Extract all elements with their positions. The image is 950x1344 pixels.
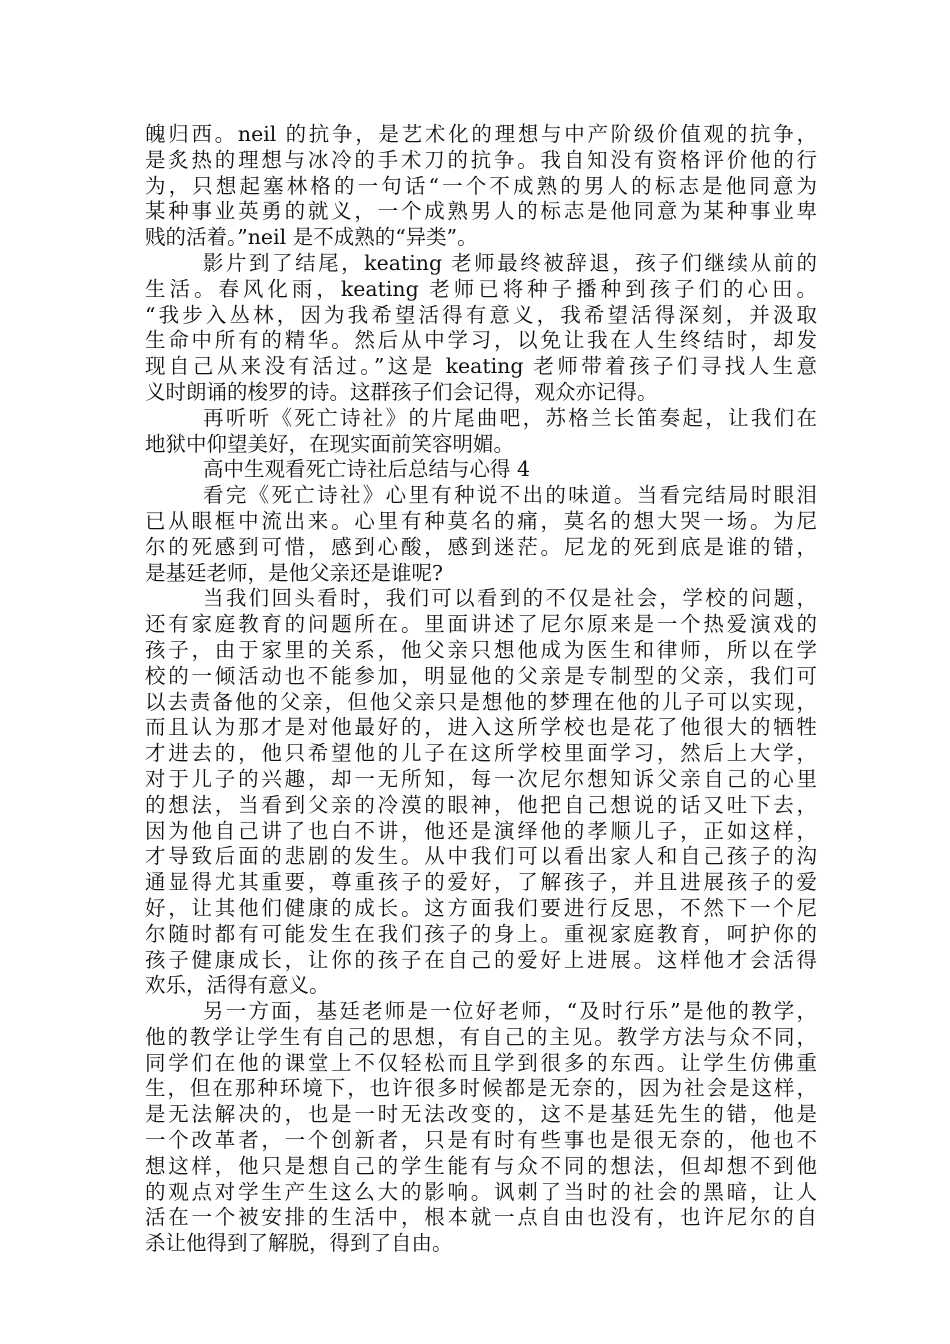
text-line: 的观点对学生产生这么大的影响。讽刺了当时的社会的黑暗，让人 xyxy=(145,1179,817,1204)
text-line: 的想法，当看到父亲的冷漠的眼神，他把自己想说的话又吐下去， xyxy=(145,792,817,817)
text-line: 生活。春风化雨，keating 老师已将种子播种到孩子们的心田。 xyxy=(145,276,817,301)
text-line: 已从眼框中流出来。心里有种莫名的痛，莫名的想大哭一场。为尼 xyxy=(145,508,817,533)
text-line: 以去责备他的父亲，但他父亲只是想他的梦理在他的儿子可以实现， xyxy=(145,689,817,714)
text-line: 是基廷老师，是他父亲还是谁呢? xyxy=(145,560,443,585)
text-line: 活在一个被安排的生活中，根本就一点自由也没有，也许尼尔的自 xyxy=(145,1205,817,1230)
text-line: “我步入丛林，因为我希望活得有意义，我希望活得深刻，并汲取 xyxy=(145,302,817,327)
text-line: 尔随时都有可能发生在我们孩子的身上。重视家庭教育，呵护你的 xyxy=(145,921,817,946)
text-line: 他的教学让学生有自己的思想，有自己的主见。教学方法与众不同， xyxy=(145,1024,817,1049)
text-line: 因为他自己讲了也白不讲，他还是演绎他的孝顺儿子，正如这样， xyxy=(145,818,817,843)
text-line: 魄归西。neil 的抗争，是艺术化的理想与中产阶级价值观的抗争， xyxy=(145,122,817,146)
text-line: 一个改革者，一个创新者，只是有时有些事也是很无奈的，他也不 xyxy=(145,1128,817,1153)
paragraph-6 xyxy=(145,999,817,1257)
text-line: 对于儿子的兴趣，却一无所知，每一次尼尔想知诉父亲自己的心里 xyxy=(145,766,817,791)
text-line: 现自己从来没有活过。”这是 keating 老师带着孩子们寻找人生意 xyxy=(145,354,817,379)
text-line: 义时朗诵的梭罗的诗。这群孩子们会记得，观众亦记得。 xyxy=(145,379,658,404)
text-line: 欢乐，活得有意义。 xyxy=(145,973,330,998)
text-line: 才进去的，他只希望他的儿子在这所学校里面学习，然后上大学， xyxy=(145,741,817,766)
text-line: 想这样，他只是想自己的学生能有与众不同的想法，但却想不到他 xyxy=(145,1153,817,1178)
text-line: 同学们在他的课堂上不仅轻松而且学到很多的东西。让学生仿佛重 xyxy=(145,1050,817,1075)
text-line: 再听听《死亡诗社》的片尾曲吧，苏格兰长笛奏起，让我们在 xyxy=(203,405,817,430)
paragraph-3 xyxy=(145,406,817,458)
text-line: 好，让其他们健康的成长。这方面我们要进行反思，不然下一个尼 xyxy=(145,895,817,920)
text-line: 校的一倾活动也不能参加，明显他的父亲是专制型的父亲，我们可 xyxy=(145,663,817,688)
text-line: 为，只想起塞林格的一句话“一个不成熟的男人的标志是他同意为 xyxy=(145,173,817,198)
paragraph-2 xyxy=(145,251,817,406)
text-line: 孩子健康成长，让你的孩子在自己的爱好上进展。这样他才会活得 xyxy=(145,947,817,972)
text-line: 通显得尤其重要，尊重孩子的爱好，了解孩子，并且进展孩子的爱 xyxy=(145,870,817,895)
text-line: 而且认为那才是对他最好的，进入这所学校也是花了他很大的牺牲 xyxy=(145,715,817,740)
paragraph-4 xyxy=(145,483,817,586)
text-line: 地狱中仰望美好，在现实面前笑容明媚。 xyxy=(145,431,514,456)
text-line: 才导致后面的悲剧的发生。从中我们可以看出家人和自己孩子的沟 xyxy=(145,844,817,869)
text-line: 杀让他得到了解脱，得到了自由。 xyxy=(145,1231,453,1256)
text-line: 贱的活着。”neil 是不成熟的“异类”。 xyxy=(145,225,478,250)
text-line: 生，但在那种环境下，也许很多时候都是无奈的，因为社会是这样， xyxy=(145,1076,817,1101)
paragraph-5 xyxy=(145,586,817,999)
section-heading xyxy=(145,457,817,483)
text-line: 看完《死亡诗社》心里有种说不出的味道。当看完结局时眼泪 xyxy=(203,483,817,508)
text-line: 生命中所有的精华。然后从中学习，以免让我在人生终结时，却发 xyxy=(145,328,817,353)
text-line: 还有家庭教育的问题所在。里面讲述了尼尔原来是一个热爱演戏的 xyxy=(145,612,817,637)
text-line: 是无法解决的，也是一时无法改变的，这不是基廷先生的错，他是 xyxy=(145,1102,817,1127)
text-line: 是炙热的理想与冰冷的手术刀的抗争。我自知没有资格评价他的行 xyxy=(145,147,817,172)
text-line: 影片到了结尾，keating 老师最终被辞退，孩子们继续从前的 xyxy=(203,250,817,275)
text-line: 当我们回头看时，我们可以看到的不仅是社会，学校的问题， xyxy=(203,586,817,611)
text-line: 某种事业英勇的就义，一个成熟男人的标志是他同意为某种事业卑 xyxy=(145,199,817,224)
text-line: 尔的死感到可惜，感到心酸，感到迷茫。尼龙的死到底是谁的错， xyxy=(145,534,817,559)
text-line: 另一方面，基廷老师是一位好老师，“及时行乐”是他的教学， xyxy=(203,999,817,1024)
text-line: 孩子，由于家里的关系，他父亲只想他成为医生和律师，所以在学 xyxy=(145,637,817,662)
heading-text: 高中生观看死亡诗社后总结与心得 4 xyxy=(203,457,531,482)
document-page xyxy=(145,122,817,1257)
paragraph-1 xyxy=(145,122,817,251)
